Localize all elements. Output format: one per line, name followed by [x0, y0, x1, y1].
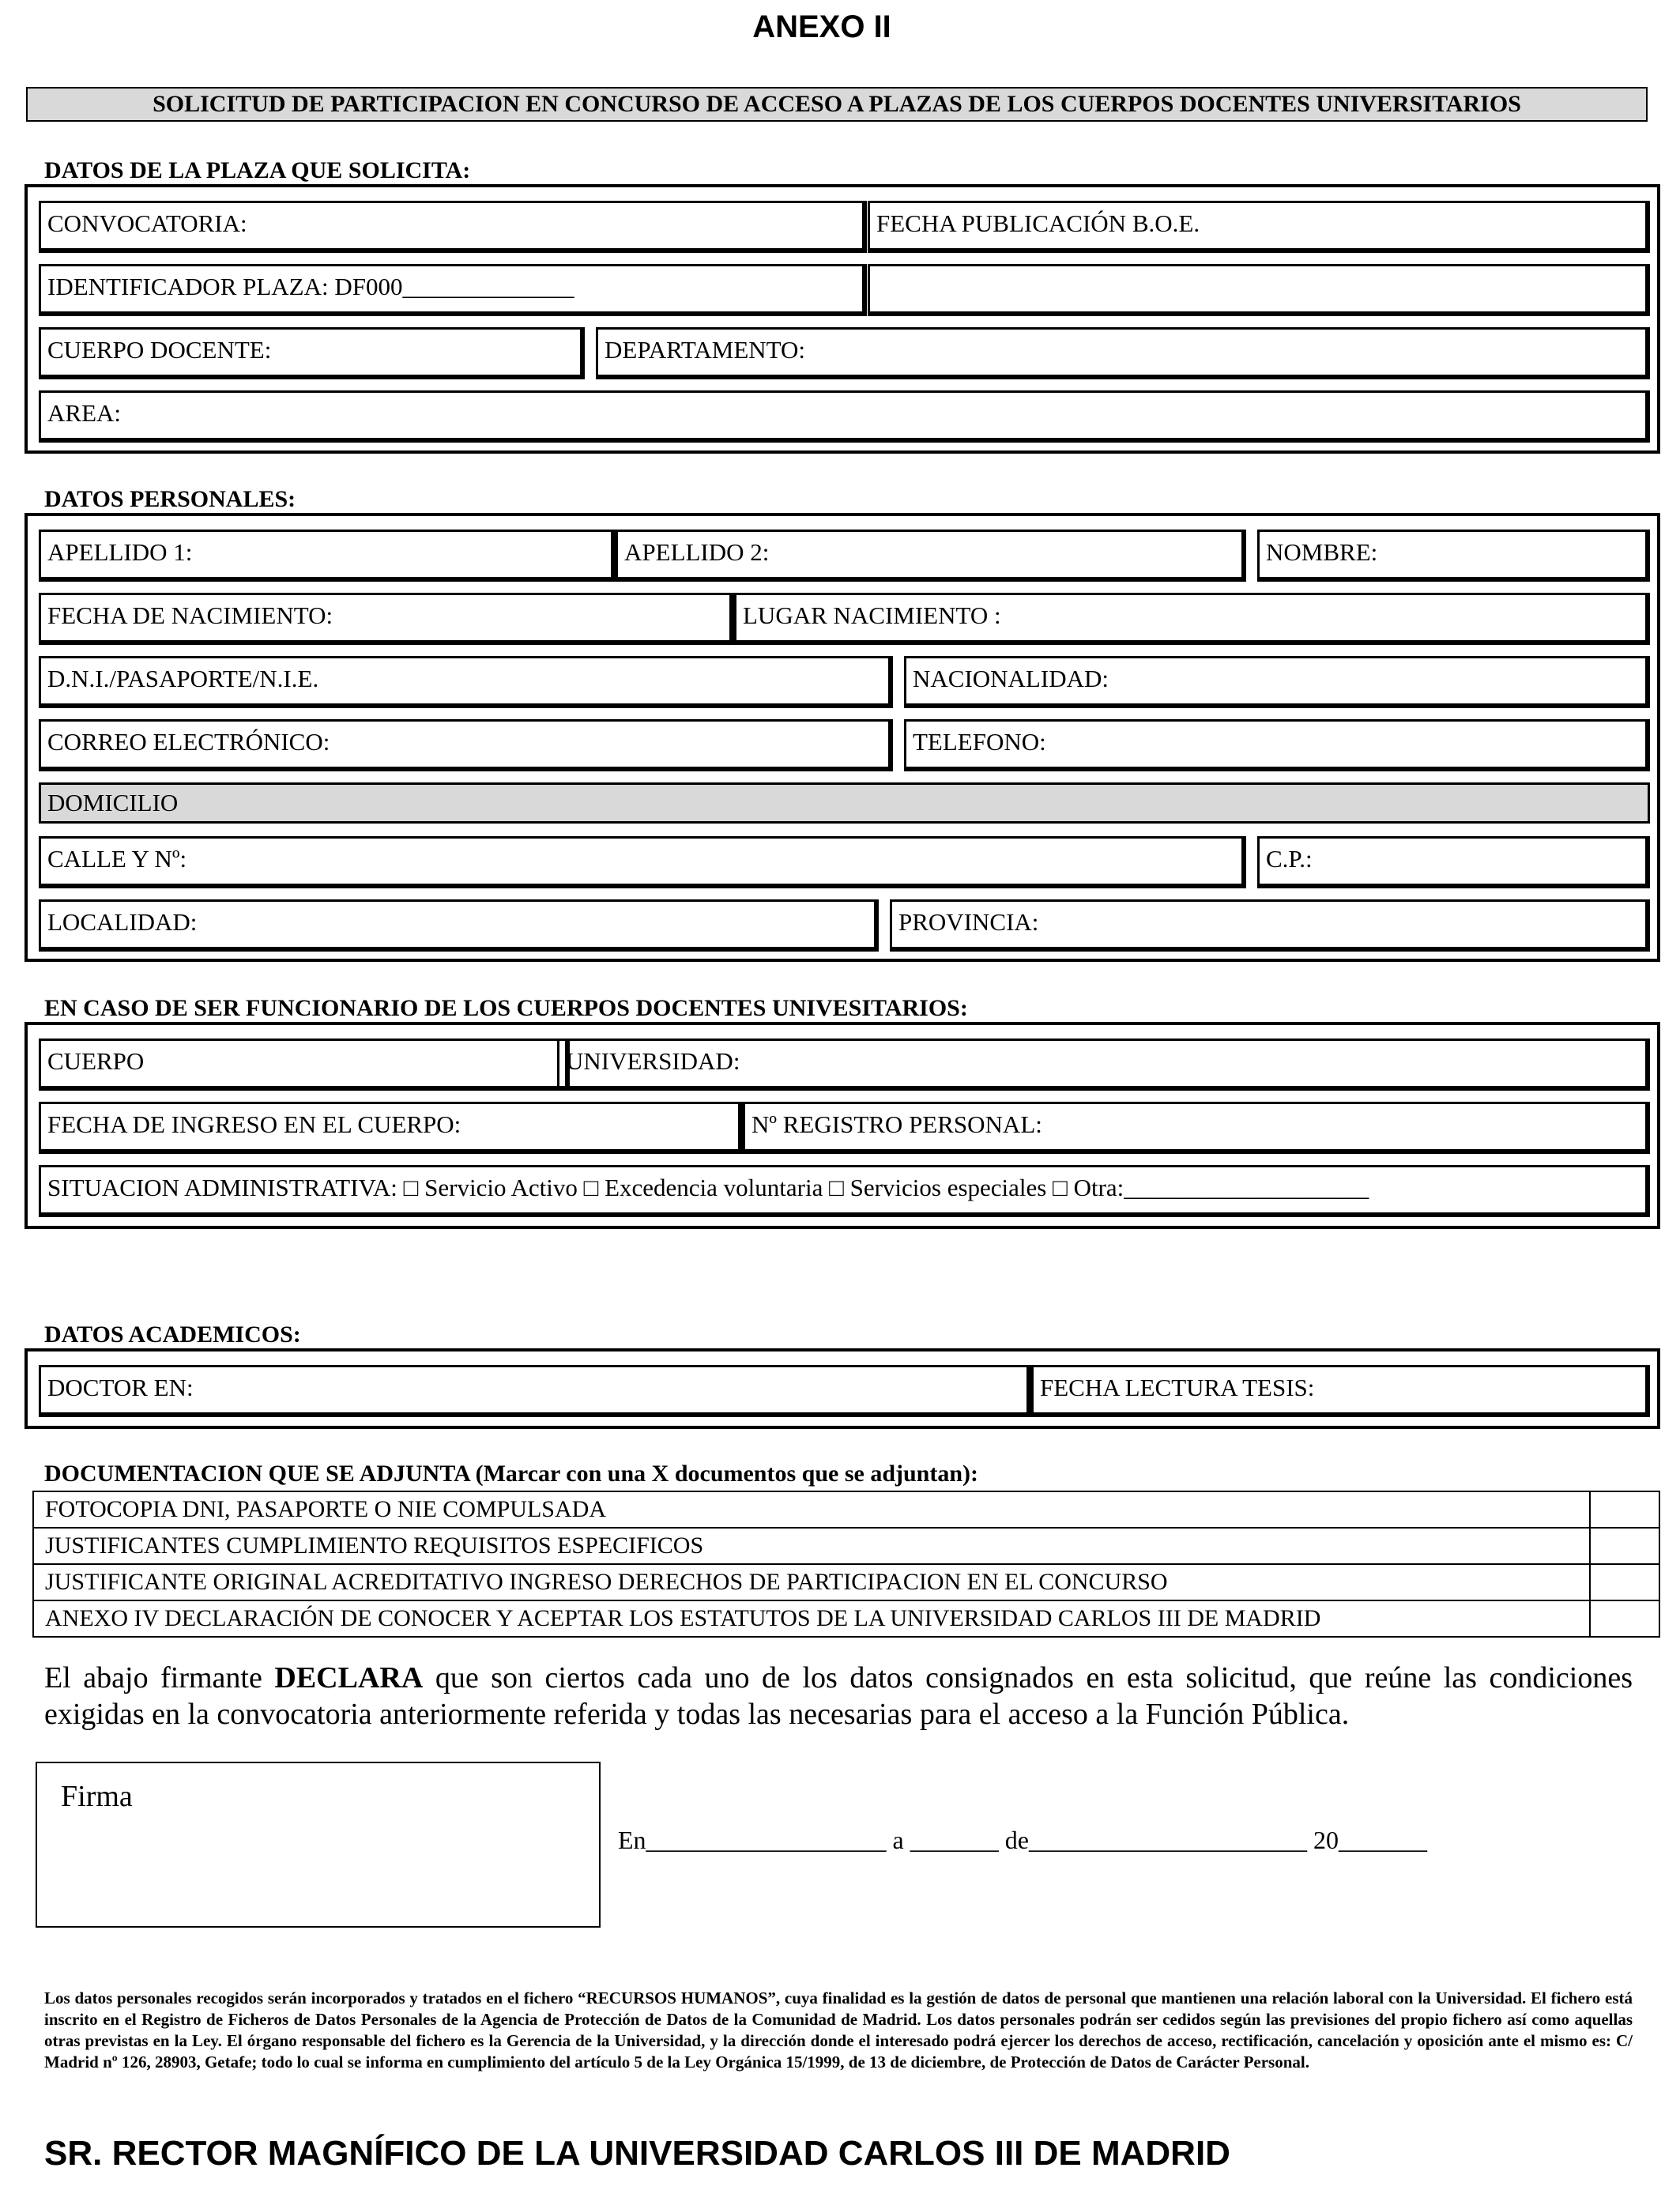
fecha-boe-field[interactable]: FECHA PUBLICACIÓN B.O.E. — [868, 201, 1650, 253]
doc-item-label: ANEXO IV DECLARACIÓN DE CONOCER Y ACEPTAR LOS ESTATUTOS DE LA UNIVERSIDAD CARLOS III DE MADRID — [33, 1600, 1590, 1637]
signature-box[interactable] — [36, 1762, 601, 1928]
apellido1-field[interactable]: APELLIDO 1: — [39, 530, 616, 582]
table-row — [33, 1491, 1659, 1528]
calle-field[interactable]: CALLE Y Nº: — [39, 836, 1246, 888]
declaration-text: El abajo firmante DECLARA que son ciertos cada uno de los datos consignados en esta solicitud, que reúne las condiciones exigidas en la convocatoria anteriormente referida y todas las necesarias para el acceso a la Función Pública. — [44, 1661, 1633, 1731]
academicos-section — [24, 1348, 1660, 1429]
doctor-field[interactable]: DOCTOR EN: — [39, 1365, 1031, 1417]
declara-keyword: DECLARA — [274, 1661, 424, 1695]
academicos-heading: DATOS ACADEMICOS: — [44, 1321, 301, 1348]
plaza-heading: DATOS DE LA PLAZA QUE SOLICITA: — [44, 157, 471, 183]
telefono-field[interactable]: TELEFONO: — [904, 719, 1650, 771]
lugar-nacimiento-field[interactable]: LUGAR NACIMIENTO : — [734, 593, 1650, 645]
place-date-line[interactable]: En___________________ a _______ de______________________ 20_______ — [618, 1826, 1427, 1854]
documentacion-heading: DOCUMENTACION QUE SE ADJUNTA (Marcar con una X documentos que se adjuntan): — [44, 1461, 979, 1487]
doc-checkbox[interactable] — [1590, 1491, 1659, 1528]
localidad-field[interactable]: LOCALIDAD: — [39, 899, 879, 952]
blank-field[interactable] — [868, 264, 1650, 316]
nacionalidad-field[interactable]: NACIONALIDAD: — [904, 656, 1650, 708]
identificador-plaza-field[interactable]: IDENTIFICADOR PLAZA: DF000______________ — [39, 264, 867, 316]
doc-item-label: JUSTIFICANTE ORIGINAL ACREDITATIVO INGRESO DERECHOS DE PARTICIPACION EN EL CONCURSO — [33, 1564, 1590, 1600]
documentacion-table — [32, 1491, 1660, 1638]
situacion-administrativa-field[interactable]: SITUACION ADMINISTRATIVA: □ Servicio Activo □ Excedencia voluntaria □ Servicios especiales □ Otra:____________________ — [39, 1165, 1650, 1217]
plaza-section — [24, 184, 1660, 454]
doc-item-label: JUSTIFICANTES CUMPLIMIENTO REQUISITOS ESPECIFICOS — [33, 1528, 1590, 1564]
departamento-field[interactable]: DEPARTAMENTO: — [596, 327, 1650, 379]
domicilio-header: DOMICILIO — [39, 782, 1650, 824]
area-field[interactable]: AREA: — [39, 390, 1650, 443]
doc-item-label: FOTOCOPIA DNI, PASAPORTE O NIE COMPULSADA — [33, 1491, 1590, 1528]
table-row — [33, 1600, 1659, 1637]
doc-checkbox[interactable] — [1590, 1564, 1659, 1600]
fecha-nacimiento-field[interactable]: FECHA DE NACIMIENTO: — [39, 593, 734, 645]
convocatoria-field[interactable]: CONVOCATORIA: — [39, 201, 867, 253]
fecha-ingreso-field[interactable]: FECHA DE INGRESO EN EL CUERPO: — [39, 1102, 743, 1154]
form-banner: SOLICITUD DE PARTICIPACION EN CONCURSO DE ACCESO A PLAZAS DE LOS CUERPOS DOCENTES UNIVERSITARIOS — [26, 87, 1648, 122]
funcionario-heading: EN CASO DE SER FUNCIONARIO DE LOS CUERPOS DOCENTES UNIVESITARIOS: — [44, 995, 968, 1021]
legal-notice: Los datos personales recogidos serán incorporados y tratados en el fichero “RECURSOS HUMANOS”, cuya finalidad es la gestión de datos de personal que mantienen una relación laboral con la Universidad. El fichero está inscrito en el Registro de Ficheros de Datos Personales de la Agencia de Protección de Datos de la Comunidad de Madrid. Los datos personales podrán ser cedidos según las previsiones del propio fichero así como aquellas otras previstas en la Ley. El órgano responsable del fichero es la Gerencia de la Universidad, y la dirección donde el interesado podrá ejercer los derechos de acceso, rectificación, cancelación y oposición ante el mismo es: C/ Madrid nº 126, 28903, Getafe; todo lo cual se informa en cumplimiento del artículo 5 de la Ley Orgánica 15/1999, de 13 de diciembre, de Protección de Datos de Carácter Personal. — [44, 1989, 1633, 2071]
provincia-field[interactable]: PROVINCIA: — [890, 899, 1650, 952]
cp-field[interactable]: C.P.: — [1257, 836, 1650, 888]
table-row — [33, 1564, 1659, 1600]
firma-label: Firma — [61, 1780, 133, 1813]
page-title: ANEXO II — [752, 9, 891, 44]
doc-checkbox[interactable] — [1590, 1528, 1659, 1564]
dni-field[interactable]: D.N.I./PASAPORTE/N.I.E. — [39, 656, 893, 708]
cuerpo-docente-field[interactable]: CUERPO DOCENTE: — [39, 327, 585, 379]
apellido2-field[interactable]: APELLIDO 2: — [616, 530, 1246, 582]
footer-addressee: SR. RECTOR MAGNÍFICO DE LA UNIVERSIDAD CARLOS III DE MADRID — [44, 2134, 1230, 2173]
personales-heading: DATOS PERSONALES: — [44, 486, 296, 512]
fecha-tesis-field[interactable]: FECHA LECTURA TESIS: — [1031, 1365, 1650, 1417]
funcionario-section — [24, 1022, 1660, 1229]
nombre-field[interactable]: NOMBRE: — [1257, 530, 1650, 582]
cuerpo-field[interactable]: CUERPO — [39, 1039, 570, 1091]
doc-checkbox[interactable] — [1590, 1600, 1659, 1637]
registro-personal-field[interactable]: Nº REGISTRO PERSONAL: — [743, 1102, 1650, 1154]
correo-field[interactable]: CORREO ELECTRÓNICO: — [39, 719, 893, 771]
personales-section — [24, 513, 1660, 962]
table-row — [33, 1528, 1659, 1564]
universidad-field[interactable]: UNIVERSIDAD: — [557, 1039, 1650, 1091]
